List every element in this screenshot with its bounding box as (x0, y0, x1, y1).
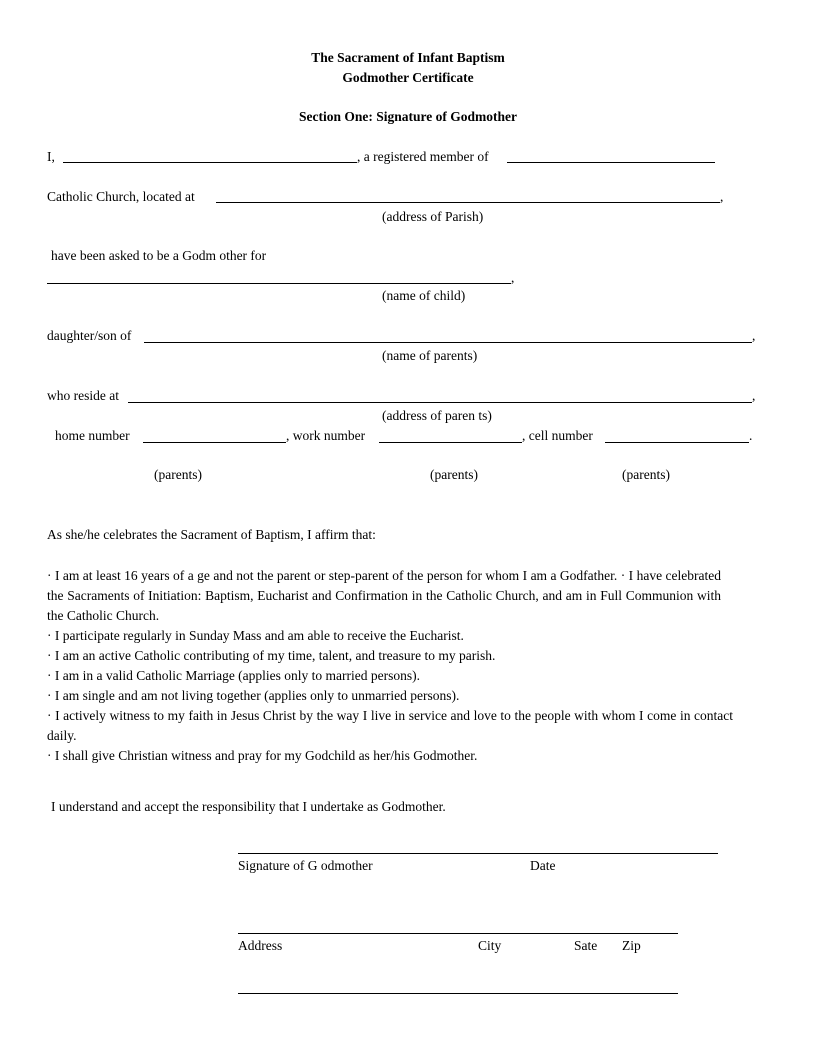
caption-parish-address: (address of Parish) (382, 209, 484, 224)
zip-label: Zip (622, 938, 641, 953)
cell-number-label: , cell number (522, 428, 593, 443)
address-line[interactable] (238, 933, 678, 934)
affirm-item-active: · I am an active Catholic contributing of my time, talent, and treasure to my parish. (47, 648, 496, 663)
parents-address-blank[interactable] (128, 402, 752, 403)
line2-suffix: , (720, 189, 724, 204)
affirm-item-mass: · I participate regularly in Sunday Mass and am able to receive the Eucharist. (47, 628, 464, 643)
affirm-item-godchild: · I shall give Christian witness and pray for my Godchild as her/his Godmother. (47, 748, 478, 763)
accept-statement: I understand and accept the responsibility that I undertake as Godmother. (51, 799, 446, 814)
city-label: City (478, 938, 502, 953)
affirm-item-marriage: · I am in a valid Catholic Marriage (applies only to married persons). (47, 668, 421, 683)
caption-child-name: (name of child) (382, 288, 466, 303)
state-label: Sate (574, 938, 598, 953)
affirm-list (47, 566, 735, 766)
signature-line[interactable] (238, 853, 718, 854)
caption-parents-home: (parents) (154, 467, 202, 482)
line6-prefix: who reside at (47, 388, 119, 403)
line2-prefix: Catholic Church, located at (47, 189, 195, 204)
caption-parents-cell: (parents) (622, 467, 670, 482)
parents-name-blank[interactable] (144, 342, 752, 343)
affirm-item-single: · I am single and am not living together (applies only to unmarried persons). (47, 688, 460, 703)
line5-prefix: daughter/son of (47, 328, 132, 343)
parish-address-blank[interactable] (216, 202, 720, 203)
line5-suffix: , (752, 328, 756, 343)
caption-parents-address: (address of paren ts) (382, 408, 492, 423)
phone-end: . (749, 428, 753, 443)
work-number-label: , work number (286, 428, 366, 443)
caption-parents-work: (parents) (430, 467, 478, 482)
line3-text: have been asked to be a Godm other for (51, 248, 267, 263)
affirm-intro: As she/he celebrates the Sacrament of Baptism, I affirm that: (47, 527, 376, 542)
cell-number-blank[interactable] (605, 442, 749, 443)
child-name-blank[interactable] (47, 283, 511, 284)
name-blank[interactable] (63, 162, 357, 163)
signature-label: Signature of G odmother (238, 858, 373, 873)
affirm-item-age-sacraments: · I am at least 16 years of a ge and not the parent or step-parent of the person for whom I am a Godfather. · I have celebrated the Sacraments of Initiation: Baptism, Eucharist and Confirmation in the Catholic Church, and am in Full Communion with the Catholic Church. (47, 568, 721, 623)
line4-suffix: , (511, 270, 515, 285)
work-number-blank[interactable] (379, 442, 522, 443)
line1-middle: , a registered member of (357, 149, 489, 164)
home-number-label: home number (55, 428, 130, 443)
home-number-blank[interactable] (143, 442, 286, 443)
document-title: The Sacrament of Infant Baptism (311, 50, 505, 65)
affirm-item-witness: · I actively witness to my faith in Jesus Christ by the way I live in service and love to the people with whom I come in contact daily. (47, 708, 733, 743)
date-label: Date (530, 858, 556, 873)
document-subtitle: Godmother Certificate (342, 70, 474, 85)
address-label: Address (238, 938, 283, 953)
line1-prefix: I, (47, 149, 55, 164)
section-heading: Section One: Signature of Godmother (299, 109, 517, 124)
line6-suffix: , (752, 388, 756, 403)
caption-parents-name: (name of parents) (382, 348, 478, 363)
extra-line[interactable] (238, 993, 678, 994)
parish-name-blank[interactable] (507, 162, 715, 163)
